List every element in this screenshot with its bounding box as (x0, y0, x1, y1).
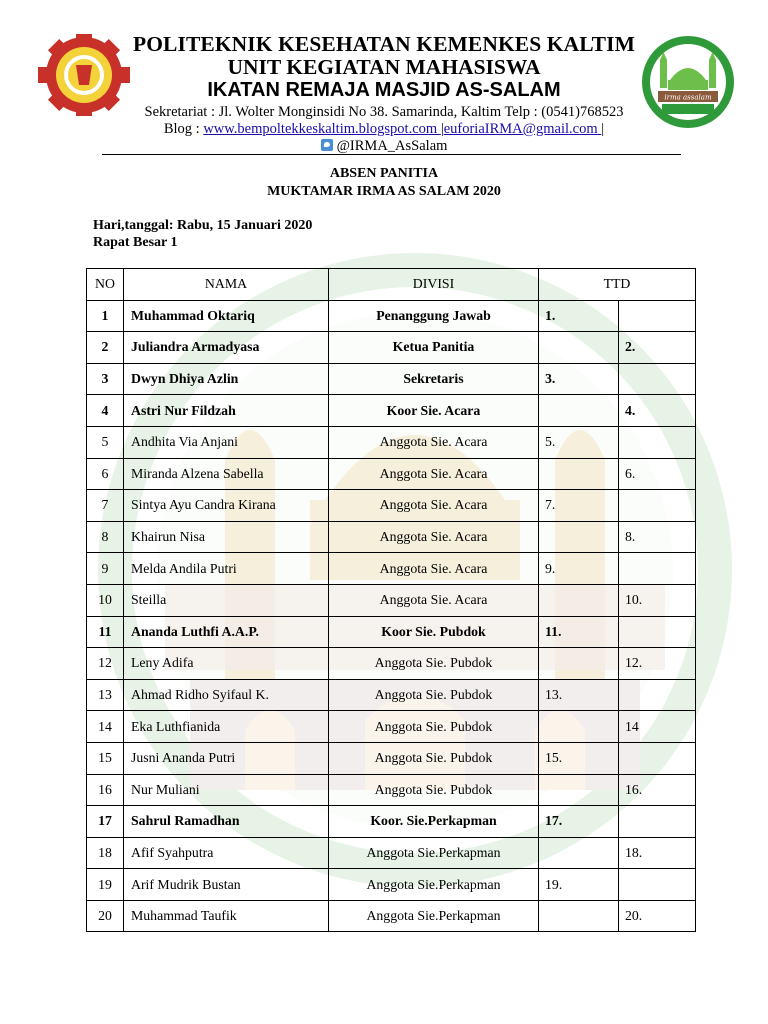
row-ttd-left[interactable] (539, 521, 619, 553)
attendance-table (86, 268, 696, 932)
row-no: 13 (87, 679, 124, 711)
header-no: NO (87, 269, 124, 301)
table-row (87, 837, 696, 869)
twitter-icon (321, 139, 333, 151)
row-no: 2 (87, 332, 124, 364)
email-link[interactable]: euforiaIRMA@gmail.com (443, 121, 602, 137)
row-ttd-right[interactable] (619, 679, 696, 711)
row-divisi: Anggota Sie. Pubdok (329, 648, 539, 680)
table-row (87, 490, 696, 522)
row-no: 1 (87, 300, 124, 332)
row-ttd-right[interactable]: 2. (619, 332, 696, 364)
table-row (87, 616, 696, 648)
blog-label: Blog : (163, 121, 204, 137)
row-no: 5 (87, 426, 124, 458)
row-ttd-left[interactable] (539, 458, 619, 490)
row-no: 20 (87, 900, 124, 932)
row-no: 8 (87, 521, 124, 553)
table-row (87, 869, 696, 901)
row-divisi: Koor. Sie.Perkapman (329, 806, 539, 838)
row-nama: Sahrul Ramadhan (124, 806, 329, 838)
row-ttd-left[interactable]: 13. (539, 679, 619, 711)
table-row (87, 332, 696, 364)
row-ttd-right[interactable]: 12. (619, 648, 696, 680)
twitter-handle: @IRMA_AsSalam (336, 138, 448, 154)
row-ttd-right[interactable]: 18. (619, 837, 696, 869)
poltekkes-logo-icon (36, 34, 132, 116)
row-divisi: Anggota Sie. Pubdok (329, 711, 539, 743)
row-ttd-right[interactable]: 14 (619, 711, 696, 743)
table-row (87, 711, 696, 743)
row-ttd-right[interactable] (619, 616, 696, 648)
row-nama: Arif Mudrik Bustan (124, 869, 329, 901)
blog-line (120, 121, 648, 138)
row-ttd-right[interactable] (619, 363, 696, 395)
row-nama: Juliandra Armadyasa (124, 332, 329, 364)
row-no: 11 (87, 616, 124, 648)
organization-name: IKATAN REMAJA MASJID AS-SALAM (207, 79, 561, 101)
document-title: ABSEN PANITIA (329, 166, 439, 181)
row-divisi: Anggota Sie. Acara (329, 553, 539, 585)
letterhead (120, 33, 648, 154)
row-ttd-right[interactable] (619, 490, 696, 522)
table-row (87, 553, 696, 585)
irma-assalam-logo-icon (640, 34, 736, 130)
table-row (87, 395, 696, 427)
row-no: 10 (87, 584, 124, 616)
row-no: 16 (87, 774, 124, 806)
row-nama: Afif Syahputra (124, 837, 329, 869)
header-divider (102, 154, 681, 155)
table-row (87, 363, 696, 395)
document-subtitle: MUKTAMAR IRMA AS SALAM 2020 (267, 184, 501, 199)
table-row (87, 300, 696, 332)
row-nama: Sintya Ayu Candra Kirana (124, 490, 329, 522)
row-ttd-right[interactable] (619, 553, 696, 585)
header-divisi: DIVISI (329, 269, 539, 301)
row-divisi: Anggota Sie.Perkapman (329, 900, 539, 932)
row-ttd-left[interactable] (539, 584, 619, 616)
row-ttd-left[interactable] (539, 332, 619, 364)
table-header-row (87, 269, 696, 301)
row-nama: Khairun Nisa (124, 521, 329, 553)
row-divisi: Koor Sie. Acara (329, 395, 539, 427)
row-divisi: Anggota Sie. Pubdok (329, 774, 539, 806)
row-nama: Leny Adifa (124, 648, 329, 680)
row-no: 17 (87, 806, 124, 838)
blog-separator: | (440, 121, 444, 137)
row-nama: Ahmad Ridho Syifaul K. (124, 679, 329, 711)
row-no: 7 (87, 490, 124, 522)
table-row (87, 648, 696, 680)
header-nama: NAMA (124, 269, 329, 301)
row-divisi: Anggota Sie. Acara (329, 458, 539, 490)
row-ttd-left[interactable]: 7. (539, 490, 619, 522)
row-nama: Eka Luthfianida (124, 711, 329, 743)
row-ttd-left[interactable]: 5. (539, 426, 619, 458)
table-row (87, 521, 696, 553)
logo-script-text: irma assalam (664, 93, 712, 102)
row-nama: Astri Nur Fildzah (124, 395, 329, 427)
row-nama: Dwyn Dhiya Azlin (124, 363, 329, 395)
meeting-line: Rapat Besar 1 (93, 235, 178, 250)
row-ttd-left[interactable] (539, 900, 619, 932)
row-nama: Ananda Luthfi A.A.P. (124, 616, 329, 648)
row-nama: Melda Andila Putri (124, 553, 329, 585)
secretariat-address: Sekretariat : Jl. Wolter Monginsidi No 38. Samarinda, Kaltim Telp : (0541)768523 (144, 104, 624, 120)
row-no: 4 (87, 395, 124, 427)
row-no: 9 (87, 553, 124, 585)
unit-name: UNIT KEGIATAN MAHASISWA (227, 55, 541, 79)
table-row (87, 679, 696, 711)
row-ttd-left[interactable]: 11. (539, 616, 619, 648)
row-divisi: Koor Sie. Pubdok (329, 616, 539, 648)
row-no: 14 (87, 711, 124, 743)
table-row (87, 900, 696, 932)
row-divisi: Anggota Sie. Pubdok (329, 742, 539, 774)
row-no: 12 (87, 648, 124, 680)
row-ttd-right[interactable]: 16. (619, 774, 696, 806)
table-row (87, 742, 696, 774)
row-ttd-right[interactable] (619, 426, 696, 458)
row-divisi: Anggota Sie. Acara (329, 584, 539, 616)
table-row (87, 806, 696, 838)
row-divisi: Anggota Sie. Acara (329, 521, 539, 553)
row-nama: Nur Muliani (124, 774, 329, 806)
table-row (87, 774, 696, 806)
row-ttd-left[interactable] (539, 774, 619, 806)
row-no: 6 (87, 458, 124, 490)
row-ttd-right[interactable]: 6. (619, 458, 696, 490)
row-divisi: Sekretaris (329, 363, 539, 395)
row-divisi: Anggota Sie.Perkapman (329, 837, 539, 869)
row-nama: Muhammad Oktariq (124, 300, 329, 332)
row-ttd-right[interactable] (619, 300, 696, 332)
row-ttd-left[interactable] (539, 648, 619, 680)
twitter-line (120, 138, 648, 154)
row-divisi: Anggota Sie.Perkapman (329, 869, 539, 901)
row-no: 19 (87, 869, 124, 901)
row-no: 3 (87, 363, 124, 395)
row-ttd-right[interactable] (619, 806, 696, 838)
row-ttd-right[interactable]: 20. (619, 900, 696, 932)
row-divisi: Anggota Sie. Acara (329, 490, 539, 522)
row-divisi: Ketua Panitia (329, 332, 539, 364)
row-ttd-left[interactable]: 17. (539, 806, 619, 838)
row-divisi: Anggota Sie. Acara (329, 426, 539, 458)
row-divisi: Anggota Sie. Pubdok (329, 679, 539, 711)
row-divisi: Penanggung Jawab (329, 300, 539, 332)
row-ttd-left[interactable]: 1. (539, 300, 619, 332)
institution-name: POLITEKNIK KESEHATAN KEMENKES KALTIM (133, 32, 635, 56)
row-nama: Andhita Via Anjani (124, 426, 329, 458)
row-ttd-left[interactable] (539, 395, 619, 427)
row-nama: Jusni Ananda Putri (124, 742, 329, 774)
row-ttd-right[interactable] (619, 742, 696, 774)
header-ttd: TTD (539, 269, 696, 301)
row-ttd-left[interactable]: 15. (539, 742, 619, 774)
row-nama: Miranda Alzena Sabella (124, 458, 329, 490)
row-ttd-right[interactable]: 4. (619, 395, 696, 427)
table-row (87, 426, 696, 458)
blog-end-separator: | (601, 121, 605, 137)
row-nama: Muhammad Taufik (124, 900, 329, 932)
row-ttd-right[interactable] (619, 869, 696, 901)
row-no: 18 (87, 837, 124, 869)
table-row (87, 458, 696, 490)
row-no: 15 (87, 742, 124, 774)
blog-link[interactable]: www.bempoltekkeskaltim.blogspot.com (203, 121, 441, 137)
row-ttd-left[interactable]: 3. (539, 363, 619, 395)
table-row (87, 584, 696, 616)
row-ttd-right[interactable]: 10. (619, 584, 696, 616)
row-nama: Steilla (124, 584, 329, 616)
row-ttd-right[interactable]: 8. (619, 521, 696, 553)
row-ttd-left[interactable]: 9. (539, 553, 619, 585)
row-ttd-left[interactable]: 19. (539, 869, 619, 901)
date-line: Hari,tanggal: Rabu, 15 Januari 2020 (93, 218, 313, 233)
row-ttd-left[interactable] (539, 837, 619, 869)
row-ttd-left[interactable] (539, 711, 619, 743)
